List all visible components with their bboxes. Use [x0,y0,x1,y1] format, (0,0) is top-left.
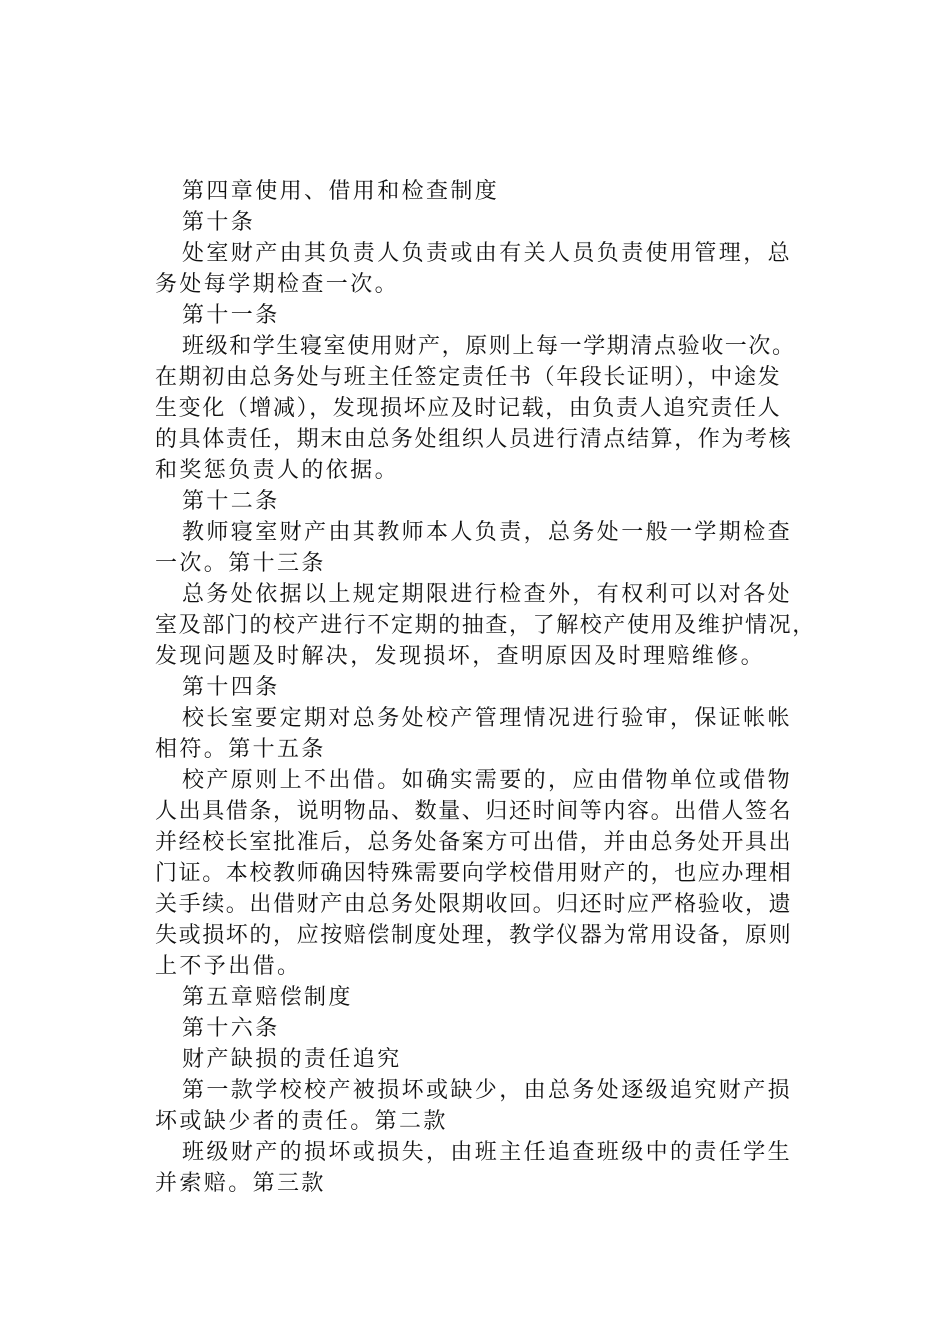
paragraph-line: 相符。第十五条 [155,737,326,762]
paragraph-line: 生变化（增减），发现损坏应及时记载，由负责人追究责任人 [155,396,782,421]
paragraph-line: 教师寝室财产由其教师本人负责，总务处一般一学期检查 [182,520,793,545]
paragraph-line: 室及部门的校产进行不定期的抽查，了解校产使用及维护情况， [155,613,816,638]
paragraph-line: 发现问题及时解决，发现损坏，查明原因及时理赔维修。 [155,644,766,669]
paragraph-line: 人出具借条，说明物品、数量、归还时间等内容。出借人签名 [155,799,793,824]
paragraph-line: 校产原则上不出借。如确实需要的，应由借物单位或借物 [182,768,793,793]
paragraph-line: 并索赔。第三款 [155,1171,326,1196]
paragraph-line: 在期初由总务处与班主任签定责任书（年段长证明），中途发 [155,365,782,390]
article-heading: 第十一条 [182,303,280,328]
article-heading: 第十条 [182,210,256,235]
paragraph-line: 总务处依据以上规定期限进行检查外，有权利可以对各处 [182,582,793,607]
article-heading: 第十六条 [182,1016,280,1041]
paragraph-line: 处室财产由其负责人负责或由有关人员负责使用管理，总 [182,241,793,266]
paragraph-line: 坏或缺少者的责任。第二款 [155,1109,448,1134]
document-body [155,176,841,1199]
section-heading: 财产缺损的责任追究 [182,1047,402,1072]
paragraph-line: 和奖惩负责人的依据。 [155,458,400,483]
paragraph-line: 失或损坏的，应按赔偿制度处理，教学仪器为常用设备，原则 [155,923,793,948]
paragraph-line: 班级财产的损坏或损失，由班主任追查班级中的责任学生 [182,1140,793,1165]
article-heading: 第十二条 [182,489,280,514]
paragraph-line: 门证。本校教师确因特殊需要向学校借用财产的，也应办理相 [155,861,793,886]
paragraph-line: 校长室要定期对总务处校产管理情况进行验审，保证帐帐 [182,706,793,731]
paragraph-line: 的具体责任，期末由总务处组织人员进行清点结算，作为考核 [155,427,793,452]
paragraph-line: 务处每学期检查一次。 [155,272,400,297]
paragraph-line: 班级和学生寝室使用财产，原则上每一学期清点验收一次。 [182,334,796,359]
paragraph-line: 第一款学校校产被损坏或缺少，由总务处逐级追究财产损 [182,1078,793,1103]
paragraph-line: 并经校长室批准后，总务处备案方可出借，并由总务处开具出 [155,830,793,855]
chapter-heading: 第五章赔偿制度 [182,985,353,1010]
paragraph-line: 关手续。出借财产由总务处限期收回。归还时应严格验收，遗 [155,892,793,917]
article-heading: 第十四条 [182,675,280,700]
paragraph-line: 一次。第十三条 [155,551,326,576]
paragraph-line: 上不予出借。 [155,954,302,979]
chapter-heading: 第四章使用、借用和检查制度 [182,179,500,204]
